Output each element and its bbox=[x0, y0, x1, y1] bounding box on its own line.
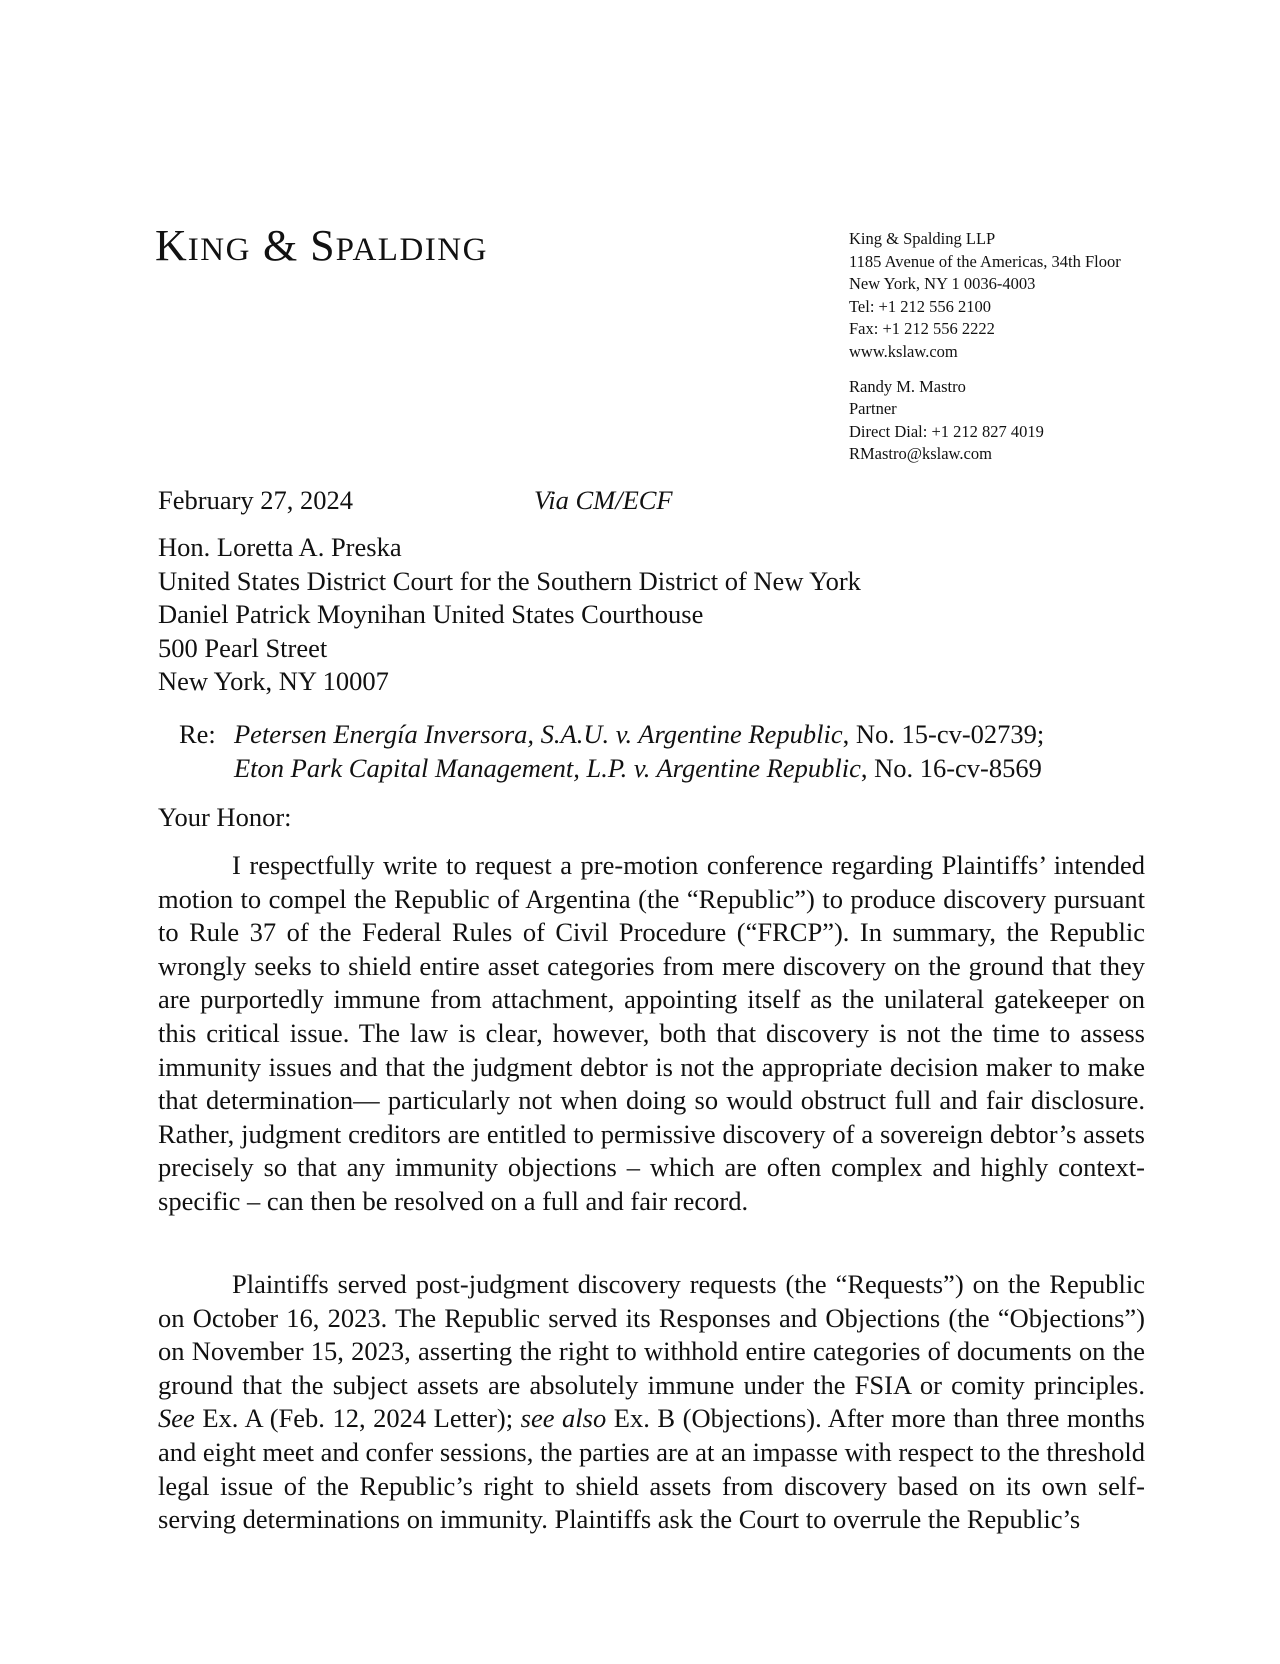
paragraph-2-text: Ex. B (Objections). After more than three months and eight meet and confer sessions, the parties are at an impasse with respect to the threshold legal issue of the Republic’s right to shield assets from discovery based on its own self-serving determinations on immunity. Plaintiffs ask the Court to overrule the Republic’s bbox=[158, 1403, 1145, 1535]
letter-date: February 27, 2024 bbox=[158, 485, 354, 515]
case-1-number: , No. 15-cv-02739; bbox=[842, 719, 1045, 749]
firm-fax: Fax: +1 212 556 2222 bbox=[849, 319, 995, 339]
firm-name: King & Spalding LLP bbox=[849, 229, 996, 248]
author-name: Randy M. Mastro bbox=[849, 376, 966, 396]
salutation: Your Honor: bbox=[158, 802, 292, 832]
paragraph-2-text: Ex. A (Feb. 12, 2024 Letter); bbox=[194, 1403, 521, 1434]
case-2-number: , No. 16-cv-8569 bbox=[860, 752, 1042, 783]
body-paragraph-1: I respectfully write to request a pre-motion conference regarding Plaintiffs’ intended motion to compel the Republic of Argentina (the “Republic”) to produce discovery pursuant to Rule 37 of the Federal Rules of Civil Procedure (“FRCP”). In summary, the Republic wrongly seeks to shield entire asset categories from mere discovery on the ground that they are purportedly immune from attachment, appointing itself as the unilateral gatekeeper on this critical issue. The law is clear, however, both that discovery is not the time to assess immunity issues and that the judgment debtor is not the appropriate decision maker to make that determination— particularly not when doing so would obstruct full and fair disclosure. Rather, judgment creditors are entitled to permissive discovery of a sovereign debtor’s assets precisely so that any immunity objections – which are often complex and highly context-specific – can then be resolved on a full and fair record. bbox=[158, 850, 1145, 1216]
firm-tel: Tel: +1 212 556 2100 bbox=[849, 296, 991, 316]
re-case-1 bbox=[179, 718, 1044, 752]
re-case-2 bbox=[179, 752, 1044, 786]
case-1-name: Petersen Energía Inversora, S.A.U. v. Argentine Republic bbox=[234, 719, 843, 749]
re-label: Re: bbox=[179, 719, 216, 749]
delivery-method: Via CM/ECF bbox=[534, 485, 673, 515]
citation-signal-see: See bbox=[158, 1403, 195, 1434]
firm-contact-block bbox=[849, 228, 1121, 466]
recipient-line: Hon. Loretta A. Preska bbox=[158, 532, 402, 562]
firm-address-line2: New York, NY 1 0036-4003 bbox=[849, 274, 1036, 294]
author-email: RMastro@kslaw.com bbox=[849, 444, 992, 464]
author-direct-dial: Direct Dial: +1 212 827 4019 bbox=[849, 421, 1044, 441]
citation-signal-see-also: see also bbox=[520, 1403, 607, 1434]
case-2-name: Eton Park Capital Management, L.P. v. Argentine Republic bbox=[234, 752, 861, 783]
author-title: Partner bbox=[849, 399, 897, 419]
firm-website: www.kslaw.com bbox=[849, 341, 958, 361]
body-paragraph-2 bbox=[158, 1268, 1145, 1537]
paragraph-2-text: Plaintiffs served post-judgment discovery requests (the “Requests”) on the Republic on October 16, 2023. The Republic served its Responses and Objections (the “Objections”) on November 15, 2023, asserting the right to withhold entire categories of documents on the ground that the subject assets are absolutely immune under the FSIA or comity principles. bbox=[158, 1269, 1145, 1400]
recipient-line: United States District Court for the Southern District of New York bbox=[158, 565, 861, 596]
firm-logo: KING & SPALDING bbox=[155, 221, 488, 270]
firm-address-line1: 1185 Avenue of the Americas, 34th Floor bbox=[849, 251, 1121, 271]
recipient-line: Daniel Patrick Moynihan United States Courthouse bbox=[158, 599, 704, 629]
recipient-address bbox=[158, 531, 861, 699]
recipient-line: 500 Pearl Street bbox=[158, 632, 328, 663]
re-block bbox=[179, 718, 1044, 785]
recipient-line: New York, NY 10007 bbox=[158, 666, 389, 696]
